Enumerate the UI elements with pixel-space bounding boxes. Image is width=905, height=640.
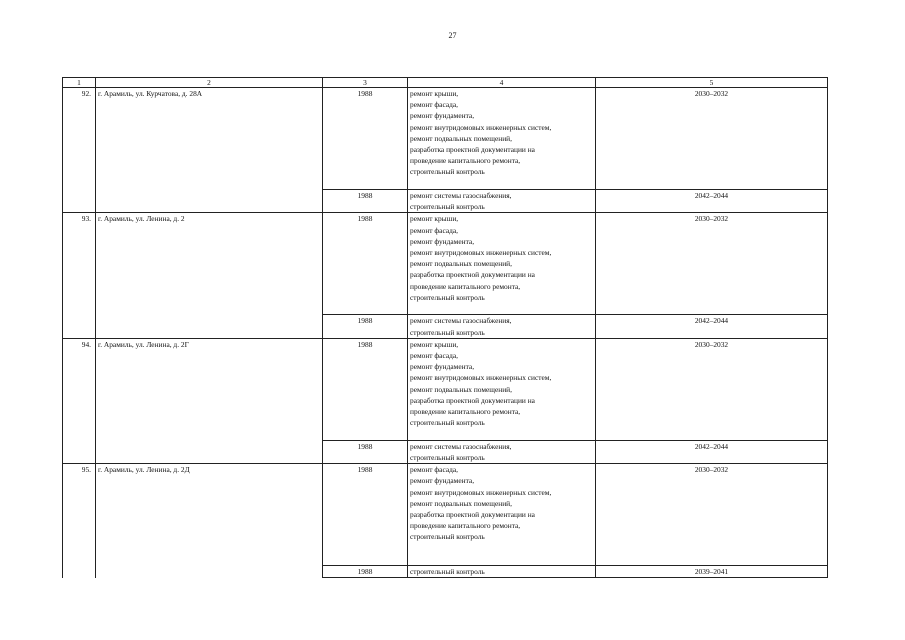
table-body [63,88,828,578]
commission-year: 1988 [323,213,408,315]
work-item: ремонт внутридомовых инженерных систем, [410,122,552,132]
commission-year: 1988 [323,440,408,463]
work-item: ремонт системы газоснабжения, [410,441,512,451]
work-item: строительный контроль [410,532,485,542]
work-item: ремонт подвальных помещений, [410,259,512,269]
work-item: ремонт крыши, [410,214,459,224]
work-item: проведение капитального ремонта, [410,281,521,291]
entry-number: 93. [63,213,96,338]
works-list [408,315,596,338]
work-item: ремонт фундамента, [410,111,475,121]
work-item: ремонт крыши, [410,339,459,349]
work-item: проведение капитального ремонта, [410,156,521,166]
works-list [408,464,596,566]
commission-year: 1988 [323,338,408,440]
work-item: ремонт фасада, [410,465,458,475]
work-item: разработка проектной документации на [410,395,535,405]
entry-number: 92. [63,88,96,213]
page-number: 27 [448,31,457,40]
header-col-1: 1 [63,78,96,88]
works-list [408,213,596,315]
entry-address: г. Арамиль, ул. Ленина, д. 2Д [96,464,323,578]
planned-period: 2042–2044 [596,440,828,463]
work-item: ремонт системы газоснабжения, [410,316,512,326]
commission-year: 1988 [323,464,408,566]
work-item: строительный контроль [410,327,485,337]
work-item: ремонт крыши, [410,89,459,98]
entry-number: 94. [63,338,96,463]
works-list [408,440,596,463]
entry-number: 95. [63,464,96,578]
planned-period: 2042–2044 [596,315,828,338]
work-item: строительный контроль [410,567,485,577]
work-item: ремонт фасада, [410,100,458,110]
work-item: ремонт внутридомовых инженерных систем, [410,487,552,497]
work-item: ремонт подвальных помещений, [410,384,512,394]
commission-year: 1988 [323,88,408,190]
work-item: ремонт подвальных помещений, [410,498,512,508]
table-row [63,88,828,190]
planned-period: 2030–2032 [596,88,828,190]
commission-year: 1988 [323,566,408,578]
work-item: проведение капитального ремонта, [410,521,521,531]
work-item: ремонт фасада, [410,351,458,361]
work-item: ремонт фундамента, [410,362,475,372]
work-item: строительный контроль [410,418,485,428]
work-item: ремонт внутридомовых инженерных систем, [410,248,552,258]
works-list [408,566,596,578]
entry-address: г. Арамиль, ул. Ленина, д. 2Г [96,338,323,463]
header-col-2: 2 [96,78,323,88]
header-row [63,78,828,88]
work-item: разработка проектной документации на [410,270,535,280]
table-header [63,78,828,88]
planned-period: 2030–2032 [596,464,828,566]
header-col-4: 4 [408,78,596,88]
work-item: ремонт подвальных помещений, [410,133,512,143]
entry-address: г. Арамиль, ул. Ленина, д. 2 [96,213,323,338]
work-item: ремонт внутридомовых инженерных систем, [410,373,552,383]
header-col-5: 5 [596,78,828,88]
work-item: ремонт фундамента, [410,476,475,486]
header-col-3: 3 [323,78,408,88]
work-item: строительный контроль [410,292,485,302]
planned-period: 2030–2032 [596,338,828,440]
work-item: ремонт системы газоснабжения, [410,191,512,200]
works-list [408,338,596,440]
commission-year: 1988 [323,190,408,213]
table-row [63,464,828,566]
work-item: ремонт фасада, [410,225,458,235]
planned-period: 2042–2044 [596,190,828,213]
work-item: строительный контроль [410,167,485,177]
works-list [408,190,596,213]
work-item: разработка проектной документации на [410,145,535,155]
commission-year: 1988 [323,315,408,338]
planned-period: 2039–2041 [596,566,828,578]
table-row [63,213,828,315]
works-list [408,88,596,190]
work-item: строительный контроль [410,453,485,463]
repair-schedule-table [62,77,828,578]
work-item: разработка проектной документации на [410,510,535,520]
work-item: проведение капитального ремонта, [410,407,521,417]
entry-address: г. Арамиль, ул. Курчатова, д. 28А [96,88,323,213]
work-item: ремонт фундамента, [410,236,475,246]
planned-period: 2030–2032 [596,213,828,315]
table-row [63,338,828,440]
work-item: строительный контроль [410,202,485,212]
